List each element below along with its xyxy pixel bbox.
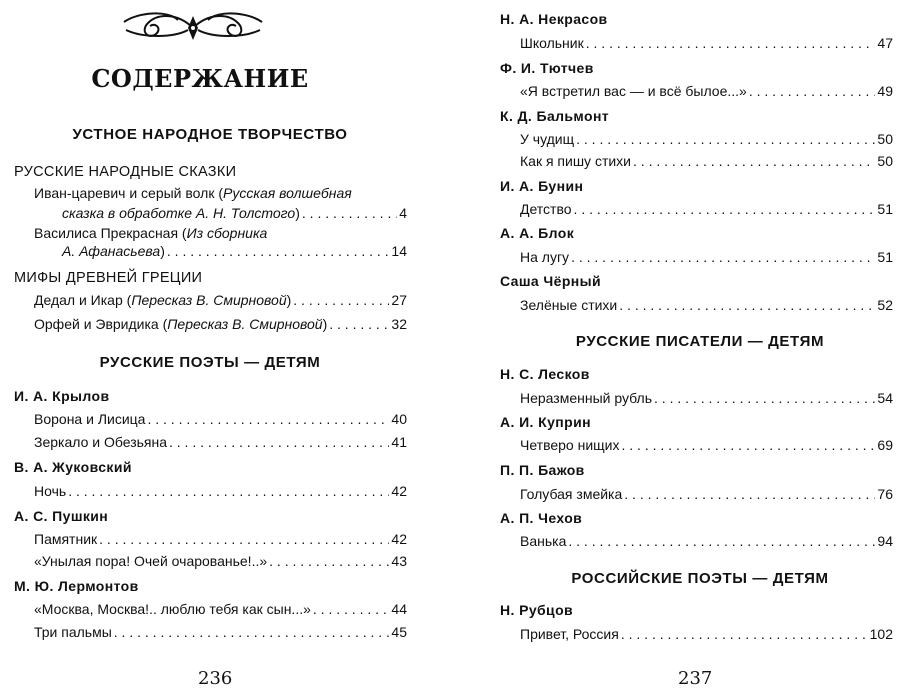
right-page	[454, 0, 908, 700]
toc-entry[interactable]: У чудищ . . . 50	[520, 130, 893, 148]
subsection-heading: МИФЫ ДРЕВНЕЙ ГРЕЦИИ	[14, 270, 203, 286]
author-heading: Н. А. Некрасов	[500, 11, 608, 27]
toc-entry[interactable]: Четверо нищих . . . 69	[520, 436, 893, 454]
author-heading: А. П. Чехов	[500, 510, 583, 526]
toc-entry[interactable]: Неразменный рубль . . . 54	[520, 389, 893, 407]
toc-entry-title: Василиса Прекрасная (Из сборника	[34, 225, 268, 241]
author-heading: Н. С. Лесков	[500, 366, 590, 382]
author-heading: И. А. Крылов	[14, 388, 110, 404]
subsection-heading: РУССКИЕ НАРОДНЫЕ СКАЗКИ	[14, 164, 237, 180]
toc-entry-title: Иван-царевич и серый волк (Русская волшебная	[34, 185, 352, 201]
toc-entry[interactable]: сказка в обработке А. Н. Толстого) . . . 4	[62, 204, 407, 222]
author-heading: А. А. Блок	[500, 225, 575, 241]
toc-entry[interactable]: Ворона и Лисица . . . 40	[34, 410, 407, 428]
author-heading: Ф. И. Тютчев	[500, 60, 594, 76]
author-heading: Саша Чёрный	[500, 273, 602, 289]
toc-entry[interactable]: На лугу . . . 51	[520, 248, 893, 266]
toc-entry[interactable]: Зелёные стихи . . . 52	[520, 296, 893, 314]
author-heading: Н. Рубцов	[500, 602, 574, 618]
toc-entry[interactable]: Голубая змейка . . . 76	[520, 485, 893, 503]
page-title: СОДЕРЖАНИЕ	[91, 64, 309, 93]
author-heading: П. П. Бажов	[500, 462, 585, 478]
page-number: 237	[678, 668, 713, 689]
toc-entry[interactable]: А. Афанасьева) . . . 14	[62, 242, 407, 260]
toc-entry[interactable]: Детство . . . 51	[520, 200, 893, 218]
page-number: 236	[198, 668, 233, 689]
toc-entry[interactable]: Школьник . . . 47	[520, 34, 893, 52]
toc-entry[interactable]: Памятник . . . 42	[34, 530, 407, 548]
toc-entry[interactable]: Дедал и Икар (Пересказ В. Смирновой) . . . 27	[34, 291, 407, 309]
toc-entry[interactable]: Как я пишу стихи . . . 50	[520, 152, 893, 170]
section-heading: РОССИЙСКИЕ ПОЭТЫ — ДЕТЯМ	[571, 570, 829, 587]
author-heading: К. Д. Бальмонт	[500, 108, 610, 124]
author-heading: В. А. Жуковский	[14, 459, 132, 475]
toc-entry[interactable]: «Унылая пора! Очей очарованье!..» . . . 43	[34, 552, 407, 570]
toc-entry[interactable]: Ночь . . . 42	[34, 482, 407, 500]
toc-entry[interactable]: Ванька . . . 94	[520, 532, 893, 550]
section-heading: УСТНОЕ НАРОДНОЕ ТВОРЧЕСТВО	[72, 126, 348, 143]
section-heading: РУССКИЕ ПОЭТЫ — ДЕТЯМ	[99, 354, 321, 371]
author-heading: М. Ю. Лермонтов	[14, 578, 139, 594]
author-heading: И. А. Бунин	[500, 178, 584, 194]
toc-entry[interactable]: «Я встретил вас — и всё былое...» . . . 49	[520, 82, 893, 100]
decorative-flourish-icon	[118, 8, 268, 48]
toc-entry[interactable]: «Москва, Москва!.. люблю тебя как сын...» . . . 44	[34, 600, 407, 618]
toc-entry[interactable]: Три пальмы . . . 45	[34, 623, 407, 641]
toc-entry[interactable]: Орфей и Эвридика (Пересказ В. Смирновой) . . . 32	[34, 315, 407, 333]
author-heading: А. И. Куприн	[500, 414, 591, 430]
author-heading: А. С. Пушкин	[14, 508, 109, 524]
toc-entry[interactable]: Зеркало и Обезьяна . . . 41	[34, 433, 407, 451]
section-heading: РУССКИЕ ПИСАТЕЛИ — ДЕТЯМ	[575, 333, 825, 350]
toc-entry[interactable]: Привет, Россия . . . 102	[520, 625, 893, 643]
